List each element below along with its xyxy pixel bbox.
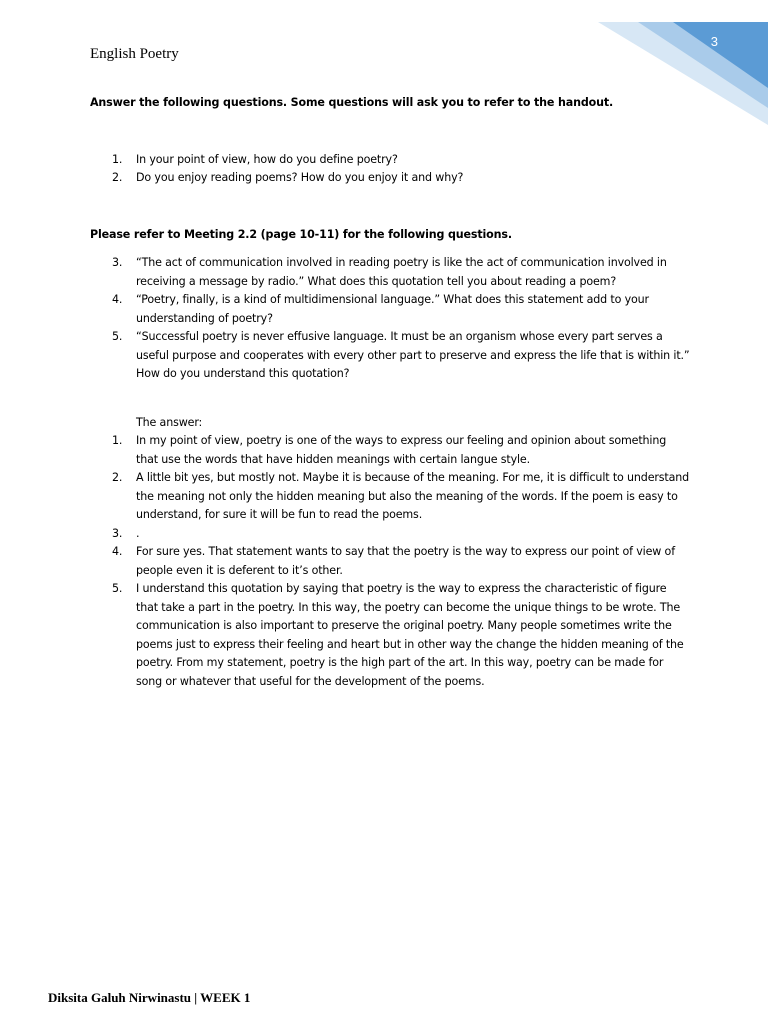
question-text: “The act of communication involved in reading poetry is like the act of communication involved in receiving a message by radio.” What does this quotation tell you about reading a poem?	[136, 256, 667, 288]
instruction-refer: Please refer to Meeting 2.2 (page 10-11) for the following questions.	[90, 227, 512, 241]
list-item	[90, 432, 690, 469]
list-item	[90, 543, 690, 580]
document-body	[90, 94, 690, 691]
question-list-part2	[90, 254, 690, 384]
list-number: 1.	[112, 434, 123, 447]
list-number: 4.	[112, 545, 123, 558]
list-item	[90, 525, 690, 544]
question-list-part1	[90, 151, 690, 188]
question-text: “Poetry, finally, is a kind of multidimensional language.” What does this statement add to your understanding of poetry?	[136, 293, 649, 325]
list-item	[90, 469, 690, 525]
answer-heading: The answer:	[136, 415, 203, 429]
list-number: 3.	[112, 526, 123, 540]
question-text: “Successful poetry is never effusive language. It must be an organism whose every part serves a useful purpose and cooperates with every other part to preserve and express the life that is within it.” How do you understand this quotation?	[136, 330, 690, 380]
list-number: 2.	[112, 471, 123, 484]
answer-text: For sure yes. That statement wants to say that the poetry is the way to express our point of view of people even it is deferent to it’s other.	[136, 545, 675, 577]
answer-text: I understand this quotation by saying that poetry is the way to express the characteristic of figure that take a part in the poetry. In this way, the poetry can become the unique things to be wrote. The communication is also important to preserve the original poetry. Many people sometimes write the poems just to express their feeling and heart but in other way the change the hidden meaning of the poetry. From my statement, poetry is the high part of the art. In this way, poetry can be made for song or whatever that useful for the development of the poems.	[136, 582, 684, 688]
list-number: 4.	[112, 293, 123, 306]
question-text: Do you enjoy reading poems? How do you enjoy it and why?	[136, 171, 464, 184]
list-item	[90, 151, 690, 170]
list-item	[90, 328, 690, 384]
list-number: 5.	[112, 582, 123, 595]
page-title: English Poetry	[90, 46, 179, 62]
list-item	[90, 169, 690, 188]
list-item	[90, 254, 690, 291]
answer-text: .	[136, 526, 140, 540]
list-number: 2.	[112, 171, 123, 184]
answer-list	[90, 432, 690, 691]
list-item	[90, 580, 690, 691]
answer-text: In my point of view, poetry is one of the ways to express our feeling and opinion about something that use the words that have hidden meanings with certain langue style.	[136, 434, 667, 466]
answer-text: A little bit yes, but mostly not. Maybe it is because of the meaning. For me, it is difficult to understand the meaning not only the hidden meaning but also the meaning of the words. If the poem is easy to understand, for sure it will be fun to read the poems.	[136, 471, 690, 521]
list-item	[90, 291, 690, 328]
list-number: 3.	[112, 256, 123, 269]
instruction-intro: Answer the following questions. Some questions will ask you to refer to the handout.	[90, 96, 614, 109]
list-number: 5.	[112, 330, 123, 343]
page-number: 3	[710, 34, 718, 49]
question-text: In your point of view, how do you define poetry?	[136, 152, 398, 166]
list-number: 1.	[112, 152, 123, 166]
page-footer: Diksita Galuh Nirwinastu | WEEK 1	[48, 990, 251, 1005]
